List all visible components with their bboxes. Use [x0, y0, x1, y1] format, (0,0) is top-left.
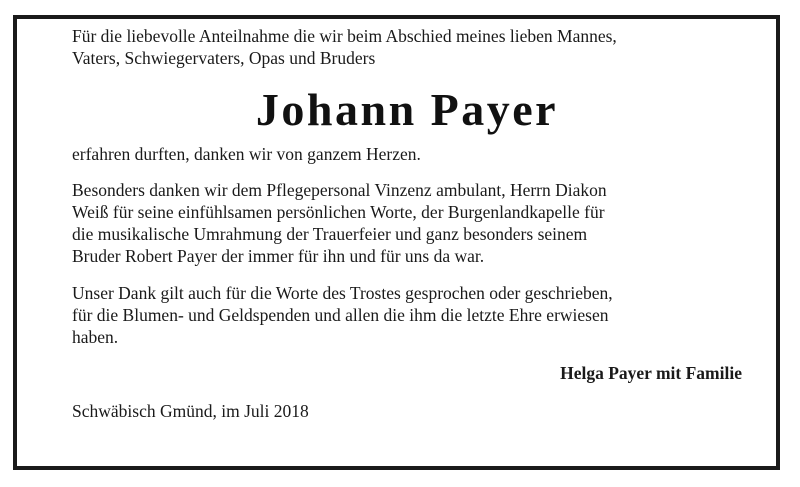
- paragraph-line: Bruder Robert Payer der immer für ihn und für uns da war.: [72, 246, 485, 266]
- paragraph-line: haben.: [72, 327, 119, 347]
- intro-line: Vaters, Schwiegervaters, Opas und Bruders: [72, 48, 376, 68]
- signature: Helga Payer mit Familie: [560, 363, 742, 383]
- paragraph-line: Weiß für seine einfühlsamen persönlichen Worte, der Burgenlandkapelle für: [72, 202, 605, 222]
- paragraph-line: Unser Dank gilt auch für die Worte des Trostes gesprochen oder geschrieben,: [72, 283, 613, 303]
- paragraph-line: die musikalische Umrahmung der Trauerfeier und ganz besonders seinem: [72, 224, 588, 244]
- special-thanks-paragraph: [72, 179, 742, 267]
- general-thanks-paragraph: [72, 282, 742, 348]
- intro-text: [72, 25, 742, 69]
- obituary-thanks-notice: [72, 25, 742, 422]
- paragraph-line: Besonders danken wir dem Pflegepersonal Vinzenz ambulant, Herrn Diakon: [72, 180, 607, 200]
- intro-line: Für die liebevolle Anteilnahme die wir beim Abschied meines lieben Mannes,: [72, 26, 617, 46]
- deceased-name: Johann Payer: [255, 84, 559, 135]
- paragraph-line: für die Blumen- und Geldspenden und allen die ihm die letzte Ehre erwiesen: [72, 305, 609, 325]
- place-and-date: Schwäbisch Gmünd, im Juli 2018: [72, 401, 309, 421]
- thanks-line: erfahren durften, danken wir von ganzem Herzen.: [72, 144, 421, 164]
